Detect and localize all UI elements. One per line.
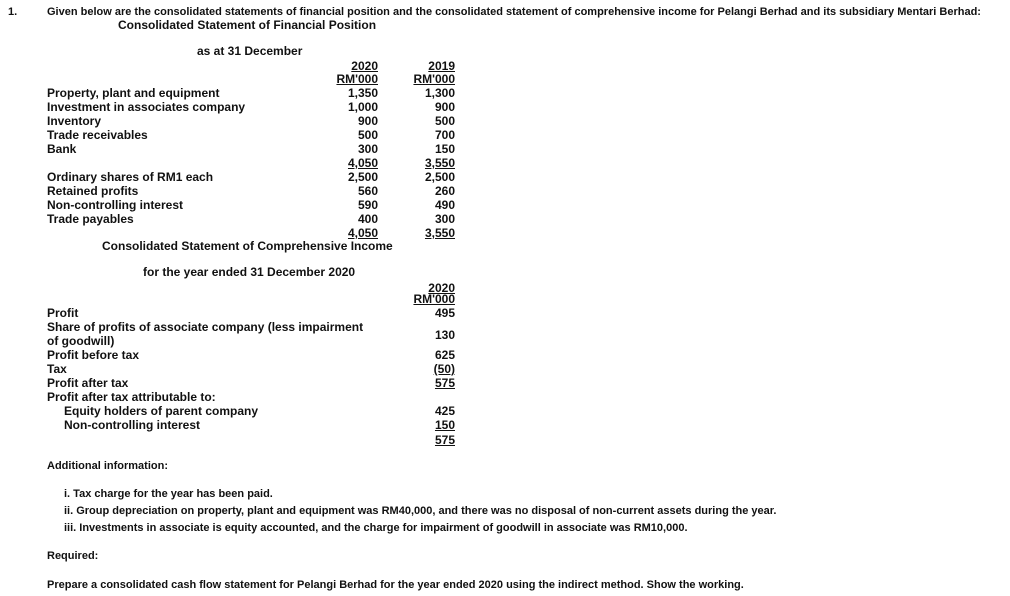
soci-row-value: 625	[434, 348, 455, 362]
sofp-row-label: Trade receivables	[47, 128, 148, 142]
sofp-value-2019: 700	[434, 128, 455, 142]
soci-row-label: Share of profits of associate company (less impairment	[47, 320, 364, 334]
soci-row-value: 130	[434, 328, 455, 342]
sofp-row-label: Investment in associates company	[47, 100, 246, 114]
sofp-value-2020: 900	[357, 114, 378, 128]
sofp-value-2020: 1,000	[347, 100, 378, 114]
sofp-row-label: Retained profits	[47, 184, 139, 198]
soci-row-label: Profit after tax attributable to:	[47, 390, 216, 404]
question-intro: Given below are the consolidated statements of financial position and the consolidated statement of comprehensive income for Pelangi Berhad and its subsidiary Mentari Berhad:	[47, 6, 981, 18]
soci-row-label: Tax	[47, 362, 67, 376]
sofp-row-label: Bank	[47, 142, 77, 156]
sofp-value-2020: 560	[357, 184, 378, 198]
sofp-value-2020: 400	[357, 212, 378, 226]
soci-subtitle: for the year ended 31 December 2020	[143, 265, 356, 279]
soci-row-value: (50)	[433, 362, 455, 376]
additional-item: ii. Group depreciation on property, plant and equipment was RM40,000, and there was no disposal of non-current assets during the year.	[64, 505, 777, 517]
sofp-year-2020: 2020	[351, 59, 378, 73]
sofp-row-label: Trade payables	[47, 212, 134, 226]
sofp-value-2019: 3,550	[424, 156, 455, 170]
sofp-value-2019: 3,550	[424, 226, 455, 240]
soci-row-label: Non-controlling interest	[64, 418, 200, 432]
sofp-value-2019: 900	[434, 100, 455, 114]
required-text: Prepare a consolidated cash flow statement for Pelangi Berhad for the year ended 2020 using the indirect method. Show the working.	[47, 579, 744, 591]
sofp-year-2019: 2019	[428, 59, 455, 73]
sofp-value-2019: 490	[434, 198, 455, 212]
sofp-unit-2020: RM'000	[336, 72, 378, 86]
sofp-row-label: Property, plant and equipment	[47, 86, 220, 100]
sofp-value-2019: 500	[434, 114, 455, 128]
soci-unit: RM'000	[413, 292, 455, 306]
sofp-title: Consolidated Statement of Financial Position	[118, 18, 377, 32]
sofp-value-2019: 260	[434, 184, 455, 198]
sofp-value-2020: 590	[357, 198, 378, 212]
additional-item: i. Tax charge for the year has been paid.	[64, 488, 273, 500]
sofp-value-2019: 2,500	[424, 170, 455, 184]
sofp-value-2019: 300	[434, 212, 455, 226]
soci-row-label: Profit	[47, 306, 79, 320]
sofp-row-label: Inventory	[47, 114, 102, 128]
sofp-row-label: Ordinary shares of RM1 each	[47, 170, 214, 184]
sofp-row-label: Non-controlling interest	[47, 198, 183, 212]
sofp-value-2020: 4,050	[347, 156, 378, 170]
sofp-subtitle: as at 31 December	[197, 44, 303, 58]
sofp-value-2020: 2,500	[347, 170, 378, 184]
soci-row-label: Profit after tax	[47, 376, 129, 390]
soci-row-value: 575	[434, 433, 455, 447]
sofp-value-2020: 300	[357, 142, 378, 156]
sofp-value-2019: 150	[434, 142, 455, 156]
additional-item: iii. Investments in associate is equity accounted, and the charge for impairment of goodwill in associate was RM10,000.	[64, 522, 688, 534]
sofp-unit-2019: RM'000	[413, 72, 455, 86]
additional-heading: Additional information:	[47, 460, 168, 472]
sofp-value-2020: 4,050	[347, 226, 378, 240]
soci-title: Consolidated Statement of Comprehensive Income	[102, 239, 393, 253]
soci-year: 2020	[428, 281, 455, 295]
soci-row-value: 575	[434, 376, 455, 390]
sofp-value-2020: 1,350	[347, 86, 378, 100]
soci-row-value: 425	[434, 404, 455, 418]
soci-row-label: Equity holders of parent company	[64, 404, 259, 418]
sofp-value-2019: 1,300	[424, 86, 455, 100]
soci-row-value: 495	[434, 306, 455, 320]
soci-row-label: Profit before tax	[47, 348, 140, 362]
soci-row-label-cont: of goodwill)	[47, 334, 115, 348]
question-number: 1.	[8, 6, 18, 18]
soci-row-value: 150	[434, 418, 455, 432]
required-heading: Required:	[47, 550, 99, 562]
sofp-value-2020: 500	[357, 128, 378, 142]
